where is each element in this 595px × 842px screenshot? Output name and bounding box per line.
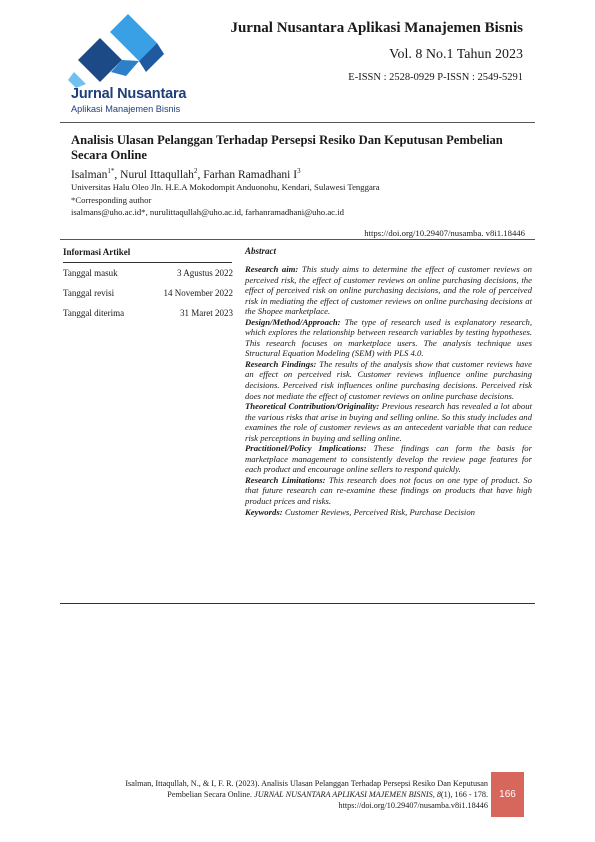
section-label: Research aim: bbox=[245, 264, 299, 274]
header-rule bbox=[60, 122, 535, 123]
journal-issn: E-ISSN : 2528-0929 P-ISSN : 2549-5291 bbox=[348, 72, 523, 83]
section-label: Theoretical Contribution/Originality: bbox=[245, 401, 380, 412]
info-heading: Informasi Artikel bbox=[63, 247, 131, 257]
citation-journal: JURNAL NUSANTARA APLIKASI MAJEMEN BISNIS, 8 bbox=[254, 790, 441, 799]
citation-line: Isalman, Ittaqullah, N., & I, F. R. (2023). Analisis Ulasan Pelanggan Terhadap Persepsi Resiko Dan Keputusan bbox=[125, 779, 488, 788]
citation-doi-link[interactable]: https://doi.org/10.29407/nusamba.v8i1.18446 bbox=[338, 801, 488, 810]
section-label: Research Findings: bbox=[245, 358, 317, 369]
date-row-accepted bbox=[63, 308, 233, 318]
keywords bbox=[245, 507, 532, 518]
abstract-heading: Abstract bbox=[245, 246, 277, 256]
date-value: 3 Agustus 2022 bbox=[176, 268, 233, 278]
section-text: The type of research used is explanatory research, which explores the relationship between research variables by testing hypotheses. This research focuses on marketplace users. The analysis technique uses Structural Equation Modeling (SEM) with PLS 4.0. bbox=[245, 316, 532, 359]
section-text: The results of the analysis show that customer reviews have an effect on perceived risk. Customer reviews influence online purchasing decisions. Perceived risk influences online purchasing decisions. Perceived risk does not mediate the effect of customer reviews on online purchase decisions. bbox=[245, 358, 532, 401]
date-value: 31 Maret 2023 bbox=[180, 308, 233, 318]
section-label: Practitionel/Policy Implications: bbox=[245, 443, 367, 454]
citation-footer bbox=[48, 778, 488, 811]
date-value: 14 November 2022 bbox=[163, 288, 233, 298]
author-name: Nurul Ittaqullah bbox=[120, 168, 194, 181]
section-text: This research does not focus on one type of product. So that future research can re-examine these findings on products that have high product prices and risks. bbox=[245, 474, 532, 507]
section-text: This study aims to determine the effect of customer reviews on perceived risk, the effect of customer reviews on online purchasing decisions, the effect of perceived risk on online purchasing decisions, and the role of perceived risk in mediating the effect of customer reviews on online purchasing decisions at the Shopee marketplace. bbox=[245, 264, 532, 317]
date-label: Tanggal diterima bbox=[63, 308, 125, 318]
section-text: Customer Reviews, Perceived Risk, Purchase Decision bbox=[282, 506, 476, 517]
section-label: Research Limitations: bbox=[245, 474, 326, 485]
citation-pages: (1), 166 - 178. bbox=[440, 790, 488, 799]
page-number-badge: 166 bbox=[491, 772, 524, 817]
article-title: Analisis Ulasan Pelanggan Terhadap Persepsi Resiko Dan Keputusan Pembelian Secara Online bbox=[71, 133, 503, 162]
journal-title: Jurnal Nusantara Aplikasi Manajemen Bisnis bbox=[230, 20, 523, 36]
citation-line bbox=[48, 789, 488, 800]
date-label: Tanggal revisi bbox=[63, 288, 115, 298]
date-row-received bbox=[63, 268, 233, 278]
logo-subtitle: Aplikasi Manajemen Bisnis bbox=[71, 104, 181, 114]
section-text: Previous research has revealed a lot about the various risks that arise in buying and selling online. So this study includes and examines the role of customer reviews as an antecedent variable that can reduce risk perceptions in buying and selling online. bbox=[245, 401, 533, 443]
abstract-section bbox=[245, 443, 532, 475]
abstract-section bbox=[245, 401, 532, 443]
logo-title: Jurnal Nusantara bbox=[71, 86, 187, 102]
logo-diamond-icon bbox=[64, 14, 204, 89]
author-mark: 1* bbox=[107, 167, 115, 175]
author-mark: 2 bbox=[193, 167, 198, 175]
date-row-revised bbox=[63, 288, 233, 298]
abstract-section bbox=[245, 317, 532, 359]
info-rule bbox=[63, 262, 232, 263]
section-label: Keywords: bbox=[245, 506, 283, 517]
journal-volume: Vol. 8 No.1 Tahun 2023 bbox=[389, 47, 523, 62]
section-text: These findings can form the basis for marketplace management to consistently develop the review page features for each product and encourage online sellers to respond quickly. bbox=[245, 443, 532, 475]
affiliation: Universitas Halu Oleo Jln. H.E.A Mokodompit Anduonohu, Kendari, Sulawesi Tenggara bbox=[71, 182, 380, 192]
abstract-section bbox=[245, 359, 532, 401]
authors: Isalman$^{1*}$, Nurul Ittaqullah$^2$, Farhan Ramadhani $I^3$ bbox=[71, 167, 301, 181]
abstract-section bbox=[245, 264, 532, 317]
corresponding-note: *Corresponding author bbox=[71, 195, 152, 205]
author-name: Farhan Ramadhani I bbox=[203, 168, 298, 181]
date-label: Tanggal masuk bbox=[63, 268, 118, 278]
author-name: Isalman bbox=[71, 168, 108, 181]
abstract-section bbox=[245, 475, 532, 507]
doi-rule bbox=[60, 239, 535, 240]
article-doi-link[interactable]: https://doi.org/10.29407/nusamba. v8i1.18446 bbox=[364, 228, 525, 238]
abstract-body bbox=[245, 264, 532, 517]
abstract-bottom-rule bbox=[60, 603, 535, 604]
author-emails: isalmans@uho.ac.id*, nurulittaqullah@uho.ac.id, farhanramadhani@uho.ac.id bbox=[71, 207, 344, 217]
article-dates bbox=[63, 268, 233, 328]
author-mark: 3 bbox=[297, 167, 301, 175]
section-label: Design/Method/Approach: bbox=[245, 316, 341, 327]
citation-text: Pembelian Secara Online. bbox=[167, 790, 255, 799]
